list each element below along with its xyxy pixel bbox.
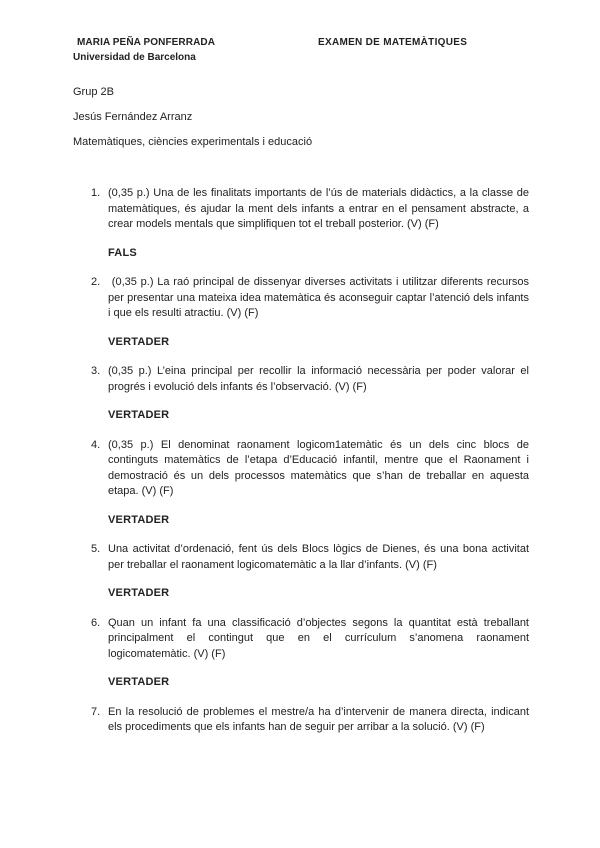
- question-item: [91, 364, 533, 424]
- question-number: 3.: [91, 365, 101, 377]
- question-item: [91, 705, 533, 736]
- question-item: [91, 542, 533, 602]
- answer: VERTADER: [108, 513, 170, 526]
- question: [91, 364, 533, 395]
- question-text: (0,35 p.) L’eina principal per recollir la informació necessària per poder valorar el progrés i evolució dels infants és l’observació. (V) (F): [108, 365, 533, 393]
- answer: VERTADER: [108, 335, 170, 348]
- question-number: 2.: [91, 276, 101, 288]
- question: [91, 438, 533, 500]
- question-text: En la resolució de problemes el mestre/a ha d’intervenir de manera directa, indicant els procediments que els infants han de seguir per arribar a la solució. (V) (F): [108, 705, 533, 733]
- exam-title: EXAMEN DE MATEMÀTIQUES: [318, 37, 468, 48]
- question: [91, 616, 533, 663]
- question-number: 5.: [91, 543, 101, 555]
- question: [91, 275, 533, 322]
- question-number: 7.: [91, 705, 101, 718]
- question-item: [91, 275, 533, 350]
- question-list: [91, 186, 533, 736]
- answer: VERTADER: [108, 409, 170, 421]
- university-name: Universidad de Barcelona: [73, 52, 196, 63]
- author-name: MARIA PEÑA PONFERRADA: [77, 37, 216, 48]
- question: [91, 705, 533, 736]
- question-item: [91, 616, 533, 691]
- course-name: Matemàtiques, ciències experimentals i educació: [73, 136, 313, 148]
- question: [91, 542, 533, 573]
- question-text: (0,35 p.) Una de les finalitats importants de l’ús de materials didàctics, a la classe de matemàtiques, és ajudar la ment dels infants a entrar en el pensament abstracte, a crear models mentals que simplifiquen tot el treball posterior. (V) (F): [108, 187, 533, 230]
- question-text: (0,35 p.) El denominat raonament logicom1atemàtic és un dels cinc blocs de continguts matemàtics de l’etapa d’Educació infantil, mentre que el Raonament i demostració és un dels processos matemàtics que s’han de treballar en aquesta etapa. (V) (F): [108, 438, 533, 497]
- answer: VERTADER: [108, 587, 170, 599]
- question-number: 6.: [91, 616, 101, 629]
- question: [91, 186, 533, 233]
- answer: FALS: [108, 246, 137, 259]
- question-text: Quan un infant fa una classificació d’objectes segons la quantitat està treballant principalment el contingut que en el currículum s’anomena raonament logicomatemàtic. (V) (F): [108, 616, 533, 660]
- group-label: Grup 2B: [73, 86, 114, 98]
- question-item: [91, 438, 533, 529]
- student-name: Jesús Fernández Arranz: [73, 111, 193, 123]
- question-text: Una activitat d’ordenació, fent ús dels Blocs lògics de Dienes, és una bona activitat per treballar el raonament logicomatemàtic a la llar d’infants. (V) (F): [108, 543, 533, 571]
- question-text: (0,35 p.) La raó principal de dissenyar diverses activitats i utilitzar diferents recursos per presentar una mateixa idea matemàtica és aconseguir captar l’atenció dels infants i que els resulti atractiu. (V) (F): [108, 276, 533, 319]
- question-number: 4.: [91, 438, 101, 451]
- answer: VERTADER: [108, 676, 170, 688]
- question-item: [91, 186, 533, 261]
- question-number: 1.: [91, 187, 101, 199]
